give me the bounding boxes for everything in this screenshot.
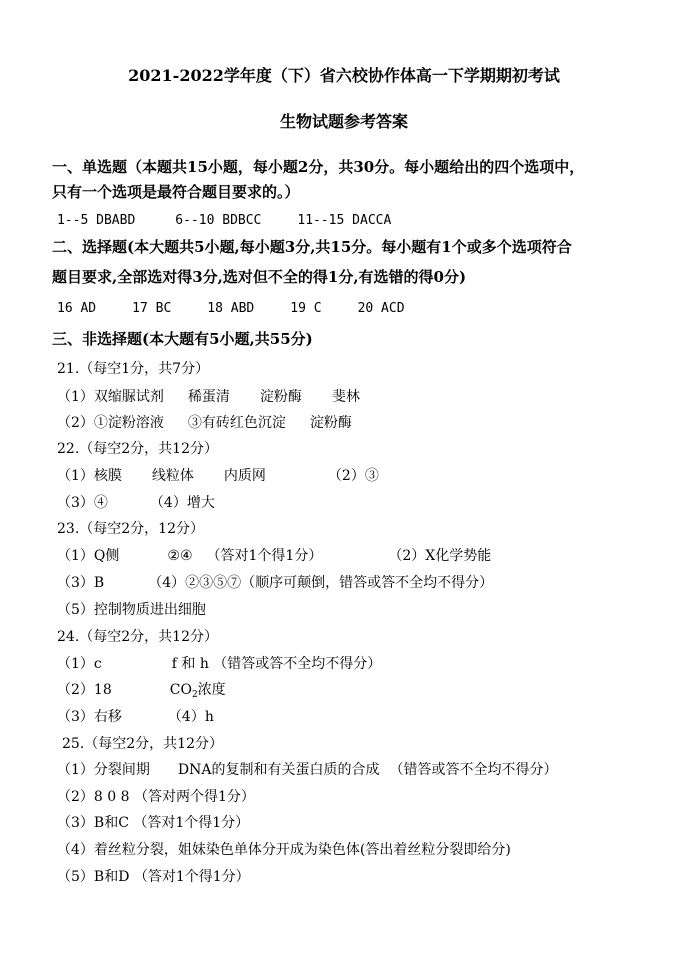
answer-text: 内质网 — [223, 468, 266, 484]
section2-heading-cont: 题目要求,全部选对得3分,选对但不全的得1分,有选错的得0分) — [52, 268, 467, 286]
q21-header: 21.（每空1分，共7分） — [57, 361, 210, 377]
answer-text: （4）h — [167, 709, 214, 725]
q22-line2 — [57, 496, 215, 510]
answer-text: 线粒体 — [151, 468, 194, 484]
answer-group: 11--15 DACCA — [297, 213, 392, 228]
answer-text: （1）分裂间期 — [57, 762, 150, 778]
section2-heading: 二、选择题(本大题共5小题,每小题3分,共15分。每小题有1个或多个选项符合 — [52, 238, 572, 256]
q24-line1 — [57, 657, 381, 671]
answer-text: 淀粉酶 — [309, 415, 352, 431]
answer-text: （1）核膜 — [57, 468, 122, 484]
answer-text: （1）Q侧 — [57, 548, 120, 564]
answer-text: （1）c — [57, 656, 102, 672]
q25-line3: （3）B和C （答对1个得1分） — [57, 815, 250, 831]
q25-line2: （2）8 0 8 （答对两个得1分） — [57, 789, 255, 805]
answer-text: （3）B — [57, 575, 105, 591]
answer-item: 19 C — [290, 301, 322, 316]
section3-heading: 三、非选择题(本大题有5小题,共55分) — [52, 330, 313, 348]
answer-text: （3）右移 — [57, 709, 122, 725]
answer-text: 稀蛋清 — [187, 389, 230, 405]
answer-text: （4）增大 — [149, 495, 215, 511]
q25-line4: （4）着丝粒分裂，姐妹染色单体分开成为染色体(答出着丝粒分裂即给分) — [57, 842, 511, 858]
q25-line1 — [57, 763, 558, 777]
q24-line2 — [57, 683, 226, 700]
answer-text: f 和 h （错答或答不全均不得分） — [171, 656, 382, 672]
q25-line5: （5）B和D （答对1个得1分） — [57, 869, 250, 885]
q23-line3: （5）控制物质进出细胞 — [57, 602, 206, 618]
answer-text: （3）④ — [57, 495, 108, 511]
answer-text: （1）双缩脲试剂 — [57, 389, 164, 405]
page-title: 2021-2022学年度（下）省六校协作体高一下学期期初考试 — [128, 66, 560, 85]
answer-text: ③有砖红色沉淀 — [187, 415, 286, 431]
answer-text: 浓度 — [197, 682, 226, 698]
q23-line1 — [57, 549, 491, 563]
section1-answers — [57, 214, 391, 227]
page-subtitle: 生物试题参考答案 — [279, 112, 408, 131]
q25-header: 25.（每空2分，共12分） — [62, 736, 223, 752]
answer-text: （答对1个得1分） — [206, 548, 323, 564]
answer-text: （2）X化学势能 — [388, 548, 492, 564]
q21-line2 — [57, 416, 352, 430]
q22-line1 — [57, 469, 379, 483]
answer-text: （2）18 — [57, 682, 112, 698]
section1-heading-cont: 只有一个选项是最符合题目要求的。） — [52, 183, 300, 201]
answer-group: 1--5 DBABD — [57, 213, 136, 228]
q23-line2 — [57, 576, 493, 590]
answer-text: （2）①淀粉溶液 — [57, 415, 164, 431]
answer-text: ②④ — [167, 548, 193, 564]
answer-item: 18 ABD — [207, 301, 255, 316]
answer-text: DNA的复制和有关蛋白质的合成 — [177, 762, 380, 778]
co2-text: CO — [169, 682, 192, 698]
answer-text: （2）③ — [327, 468, 379, 484]
answer-text: 淀粉酶 — [259, 389, 302, 405]
section1-heading: 一、单选题（本题共15小题，每小题2分，共30分。每小题给出的四个选项中， — [52, 158, 585, 176]
q24-line3 — [57, 710, 214, 724]
answer-group: 6--10 BDBCC — [175, 213, 262, 228]
q22-header: 22.（每空2分，共12分） — [57, 441, 218, 457]
section2-answers — [57, 302, 405, 315]
answer-item: 17 BC — [132, 301, 172, 316]
answer-text: （错答或答不全均不得分） — [389, 762, 558, 778]
q24-header: 24.（每空2分，共12分） — [57, 629, 218, 645]
co2-subscript: 2 — [191, 690, 198, 700]
answer-text: （4）②③⑤⑦（顺序可颠倒，错答或答不全均不得分） — [148, 575, 494, 591]
q23-header: 23.（每空2分，12分） — [57, 521, 204, 537]
answer-item: 16 AD — [57, 301, 97, 316]
answer-item: 20 ACD — [357, 301, 405, 316]
answer-text: 斐林 — [331, 389, 360, 405]
q21-line1 — [57, 390, 360, 404]
